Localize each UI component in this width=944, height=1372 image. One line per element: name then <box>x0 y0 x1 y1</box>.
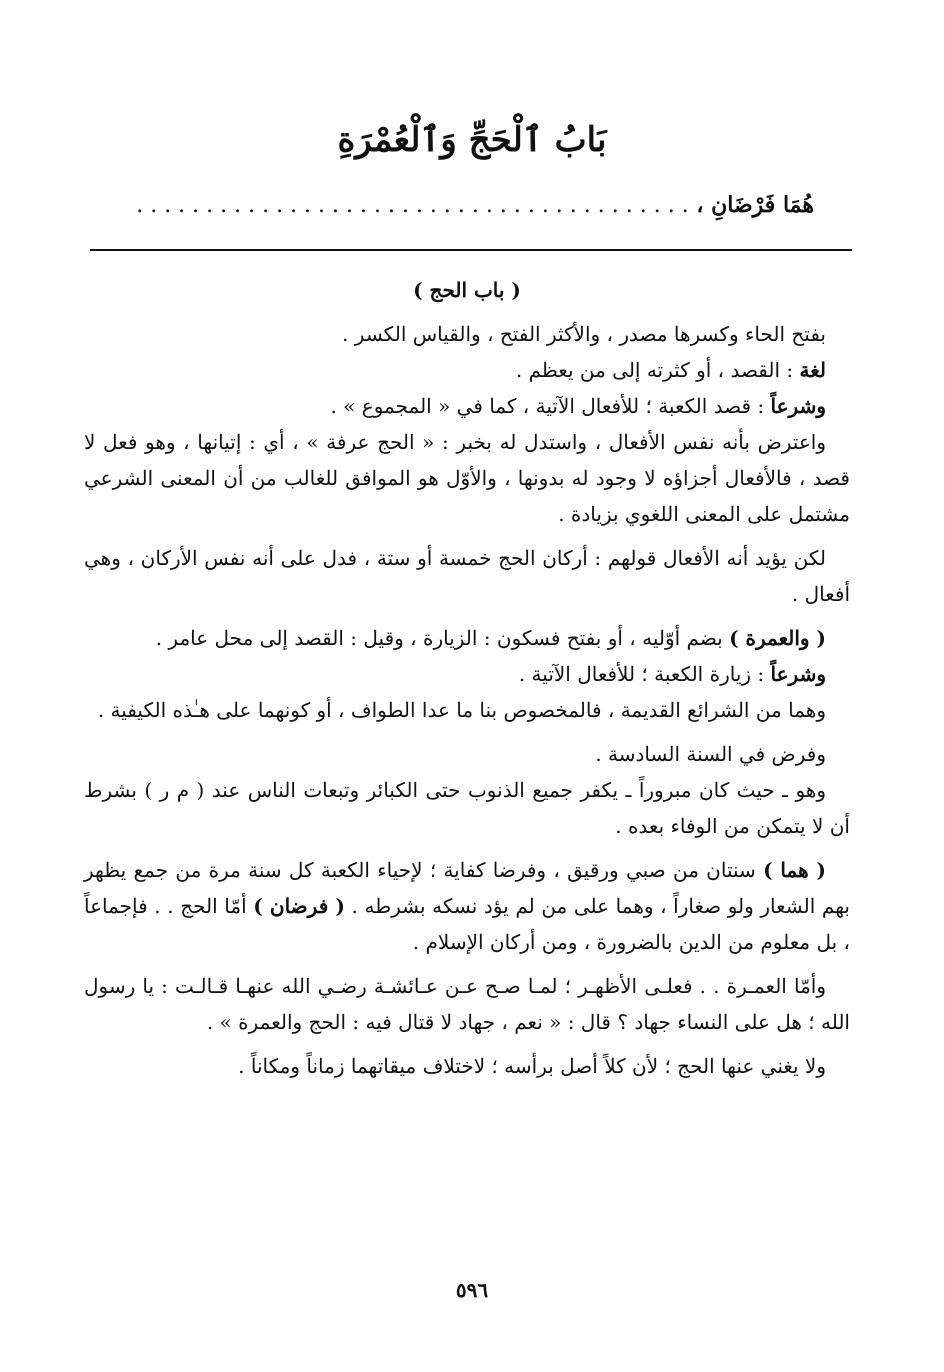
paragraph <box>84 424 850 532</box>
paragraph <box>84 736 850 772</box>
section-heading: ( باب الحج ) <box>413 278 521 302</box>
separator-rule <box>90 249 852 251</box>
paragraph-text: وأمّا العمـرة . . فعلـى الأظهـر ؛ لمـا صـح عـن عـائشـة رضـي الله عنهـا قـالـت : يا رسول الله ؛ هل على النساء جهاد ؟ قال : « نعم ، جهاد لا قتال فيه : الحج والعمرة » . <box>84 974 850 1034</box>
paragraph <box>84 352 850 388</box>
paragraph-text: : زيارة الكعبة ؛ للأفعال الآتية . <box>518 662 771 686</box>
paragraph <box>84 1048 850 1084</box>
paragraph-text: بضم أوّليه ، أو بفتح فسكون : الزيارة ، وقيل : القصد إلى محل عامر . <box>155 626 730 650</box>
page-number: ٥٩٦ <box>455 1278 489 1302</box>
paragraph-text: واعترض بأنه نفس الأفعال ، واستدل له بخبر : « الحج عرفة » ، أي : إتيانها ، وهو فعل لا قصد ، فالأفعال أجزاؤه لا وجود له بدونها ، والأوّل هو الموافق للغالب من أن المعنى الشرعي مشتمل على المعنى اللغوي بزيادة . <box>84 430 850 526</box>
paragraph <box>84 852 850 960</box>
paragraph <box>84 692 850 728</box>
commentary-body <box>84 272 850 1084</box>
paragraph-text: أمّا الحج . . فإجماعاً ، بل معلوم من الدين بالضرورة ، ومن أركان الإسلام . <box>84 894 850 954</box>
paragraph <box>84 620 850 656</box>
matn-line <box>94 190 814 222</box>
term-label: ( والعمرة ) <box>729 626 826 650</box>
paragraph <box>84 656 850 692</box>
paragraph <box>84 772 850 844</box>
paragraph <box>84 316 850 352</box>
chapter-title: بَابُ ٱلْحَجِّ وَٱلْعُمْرَةِ <box>337 120 607 160</box>
term-label: وشرعاً <box>770 662 826 686</box>
paragraph-text: : قصد الكعبة ؛ للأفعال الآتية ، كما في « المجموع » . <box>330 394 771 418</box>
paragraph <box>84 540 850 612</box>
paragraph-text: وفرض في السنة السادسة . <box>595 742 826 766</box>
paragraph-text: وهو ـ حيث كان مبروراً ـ يكفر جميع الذنوب حتى الكبائر وتبعات الناس عند ( م ر ) بشرط أن لا يتمكن من الوفاء بعده . <box>84 778 850 838</box>
paragraph <box>84 388 850 424</box>
paragraph-text: بفتح الحاء وكسرها مصدر ، والأكثر الفتح ، والقياس الكسر . <box>342 322 826 346</box>
paragraph <box>84 968 850 1040</box>
term-label: ( هما ) <box>763 858 826 882</box>
paragraph-text: وهما من الشرائع القديمة ، فالمخصوص بنا ما عدا الطواف ، أو كونهما على هـٰذه الكيفية . <box>97 698 826 722</box>
term-label: وشرعاً <box>770 394 826 418</box>
term-label: لغة <box>799 358 826 382</box>
matn-text: هُمَا فَرْضَانِ ، <box>696 192 814 218</box>
paragraph-text: : القصد ، أو كثرته إلى من يعظم . <box>515 358 800 382</box>
paragraph-text: سنتان من صبي ورقيق ، وفرضا كفاية ؛ لإحياء الكعبة كل سنة مرة من جمع يظهر بهم الشعار ولو صغاراً ، وهما على من لم يؤد نسكه بشرطه . <box>84 858 850 918</box>
paragraph-text: لكن يؤيد أنه الأفعال قولهم : أركان الحج خمسة أو ستة ، فدل على أنه نفس الأركان ، وهي أفعال . <box>84 546 850 606</box>
matn-dots: . . . . . . . . . . . . . . . . . . . . . . . . . . . . . . . . . . . . . . . . <box>136 193 689 218</box>
term-label: ( فرضان ) <box>253 894 345 918</box>
paragraph-text: ولا يغني عنها الحج ؛ لأن كلاً أصل برأسه ؛ لاختلاف ميقاتهما زماناً ومكاناً . <box>238 1054 826 1078</box>
